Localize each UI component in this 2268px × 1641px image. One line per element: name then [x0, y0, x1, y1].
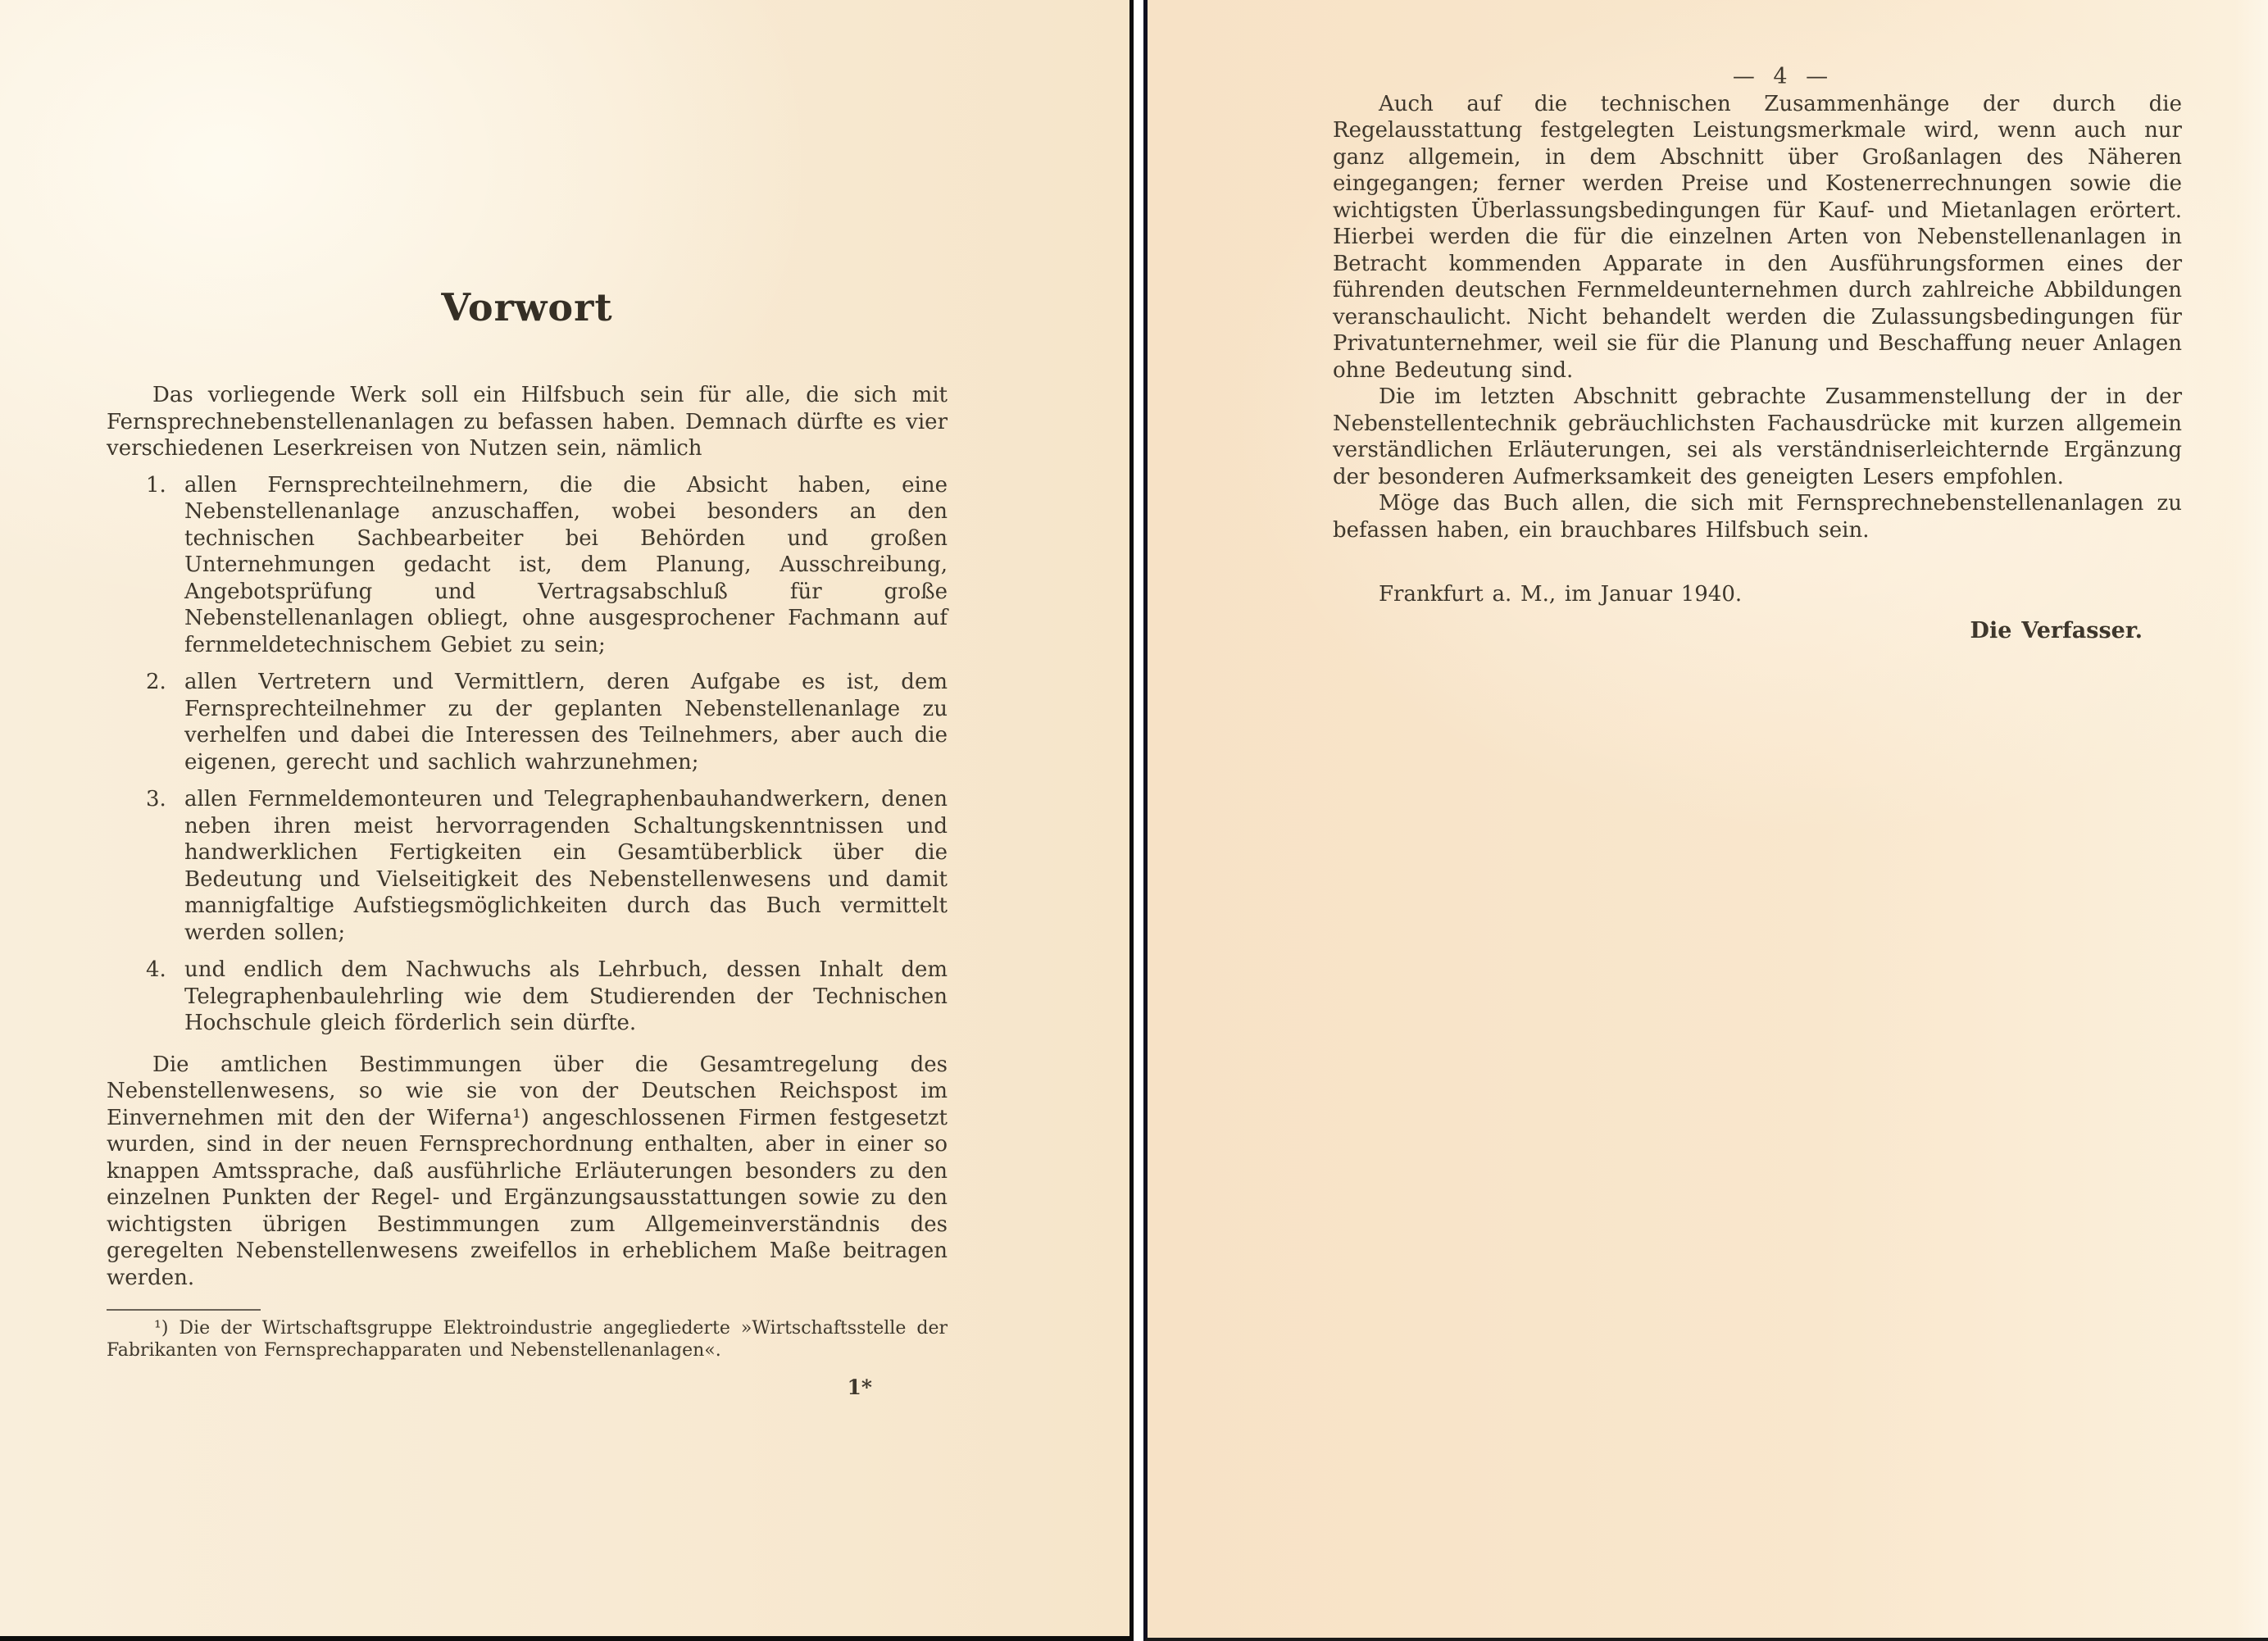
list-item [107, 669, 948, 775]
list-item [107, 472, 948, 659]
closing-paragraph: Die amtlichen Bestimmungen über die Gesamtregelung des Nebenstellenwesens, so wie sie von der Deutschen Reichspost im Einvernehmen mit den der Wiferna¹) angeschlossenen Firmen festgesetzt wurden, sind in der neuen Fernsprechordnung enthalten, aber in einer so knappen Amtssprache, daß ausführliche Erläuterungen besonders zu den einzelnen Punkten der Regel- und Ergänzungsausstattungen sowie zu den wichtigsten übrigen Bestimmungen zum Allgemeinverständnis des geregelten Nebenstellenwesens zweifellos in erheblichem Maße beitragen werden. [107, 1052, 948, 1290]
preface-heading: Vorwort [441, 285, 613, 330]
right-page [1143, 0, 2268, 1641]
list-item-number: 3. [146, 787, 166, 811]
paragraph-fachausdruecke: Die im letzten Abschnitt gebrachte Zusammenstellung der in der Nebenstellentechnik gebräuchlichsten Fachausdrücke mit kurzen allgemein verständlichen Erläuterungen, sei als verständniserleichternde Ergänzung der besonderen Aufmerksamkeit des geneigten Lesers empfohlen. [1333, 384, 2182, 489]
list-item-text: allen Fernmeldemonteuren und Telegraphenbauhandwerkern, denen neben ihren meist hervorragenden Schaltungskenntnissen und handwerklichen Fertigkeiten ein Gesamtüberblick über die Bedeutung und Vielseitigkeit des Nebenstellenwesens und damit mannigfaltige Aufstiegsmöglichkeiten durch das Buch vermittelt werden sollen; [184, 787, 948, 945]
authors-signature: Die Verfasser. [1970, 617, 2143, 643]
list-item-number: 2. [146, 670, 166, 694]
list-item-text: und endlich dem Nachwuchs als Lehrbuch, dessen Inhalt dem Telegraphenbaulehrling wie dem Studierenden der Technischen Hochschule gleich förderlich sein dürfte. [184, 957, 948, 1035]
right-page-text-block [1333, 64, 2182, 644]
paragraph-moege-das-buch: Möge das Buch allen, die sich mit Fernsprechnebenstellenanlagen zu befassen haben, ein brauchbares Hilfsbuch sein. [1333, 491, 2182, 543]
page-number: — 4 — [1732, 64, 1829, 89]
footnote: ¹) Die der Wirtschaftsgruppe Elektroindustrie angegliederte »Wirtschaftsstelle der Fabrikanten von Fernsprechapparaten und Nebenstellenanlagen«. [107, 1318, 948, 1361]
footnote-divider [107, 1309, 261, 1311]
printer-signature-mark: 1* [847, 1375, 872, 1399]
left-page-text-block [107, 287, 948, 1402]
intro-paragraph: Das vorliegende Werk soll ein Hilfsbuch sein für alle, die sich mit Fernsprechnebenstellenanlagen zu befassen haben. Demnach dürfte es vier verschiedenen Leserkreisen von Nutzen sein, nämlich [107, 383, 948, 461]
list-item-number: 1. [146, 472, 166, 498]
list-item-text: allen Vertretern und Vermittlern, deren Aufgabe es ist, dem Fernsprechteilnehmer zu der geplanten Nebenstellenanlage zu verhelfen und dabei die Interessen des Teilnehmers, aber auch die eigenen, gerecht und sachlich wahrzunehmen; [184, 670, 948, 775]
list-item [107, 957, 948, 1037]
list-item [107, 786, 948, 946]
paragraph-regelausstattung: Auch auf die technischen Zusammenhänge der durch die Regelausstattung festgelegten Leistungsmerkmale wird, wenn auch nur ganz allgemein, in dem Abschnitt über Großanlagen des Näheren eingegangen; ferner werden Preise und Kostenerrechnungen sowie die wichtigsten Überlassungsbedingungen für Kauf- und Mietanlagen erörtert. Hierbei werden die für die einzelnen Arten von Nebenstellenanlagen in Betracht kommenden Apparate in den Ausführungsformen eines der führenden deutschen Fernmeldeunternehmen durch zahlreiche Abbildungen veranschaulicht. Nicht behandelt werden die Zulassungsbedingungen für Privatunternehmer, weil sie für die Planung und Beschaffung neuer Anlagen ohne Bedeutung sind. [1333, 91, 2182, 383]
list-item-number: 4. [146, 957, 166, 982]
dateline: Frankfurt a. M., im Januar 1940. [1379, 582, 1743, 607]
reader-groups-list [107, 472, 948, 1037]
list-item-text: allen Fernsprechteilnehmern, die die Absicht haben, eine Nebenstellenanlage anzuschaffen, wobei besonders an den technischen Sachbearbeiter bei Behörden und großen Unternehmungen gedacht ist, dem Planung, Ausschreibung, Angebotsprüfung und Vertragsabschluß für große Nebenstellenanlagen obliegt, ohne ausgesprochener Fachmann auf fernmeldetechnischem Gebiet zu sein; [184, 472, 948, 657]
